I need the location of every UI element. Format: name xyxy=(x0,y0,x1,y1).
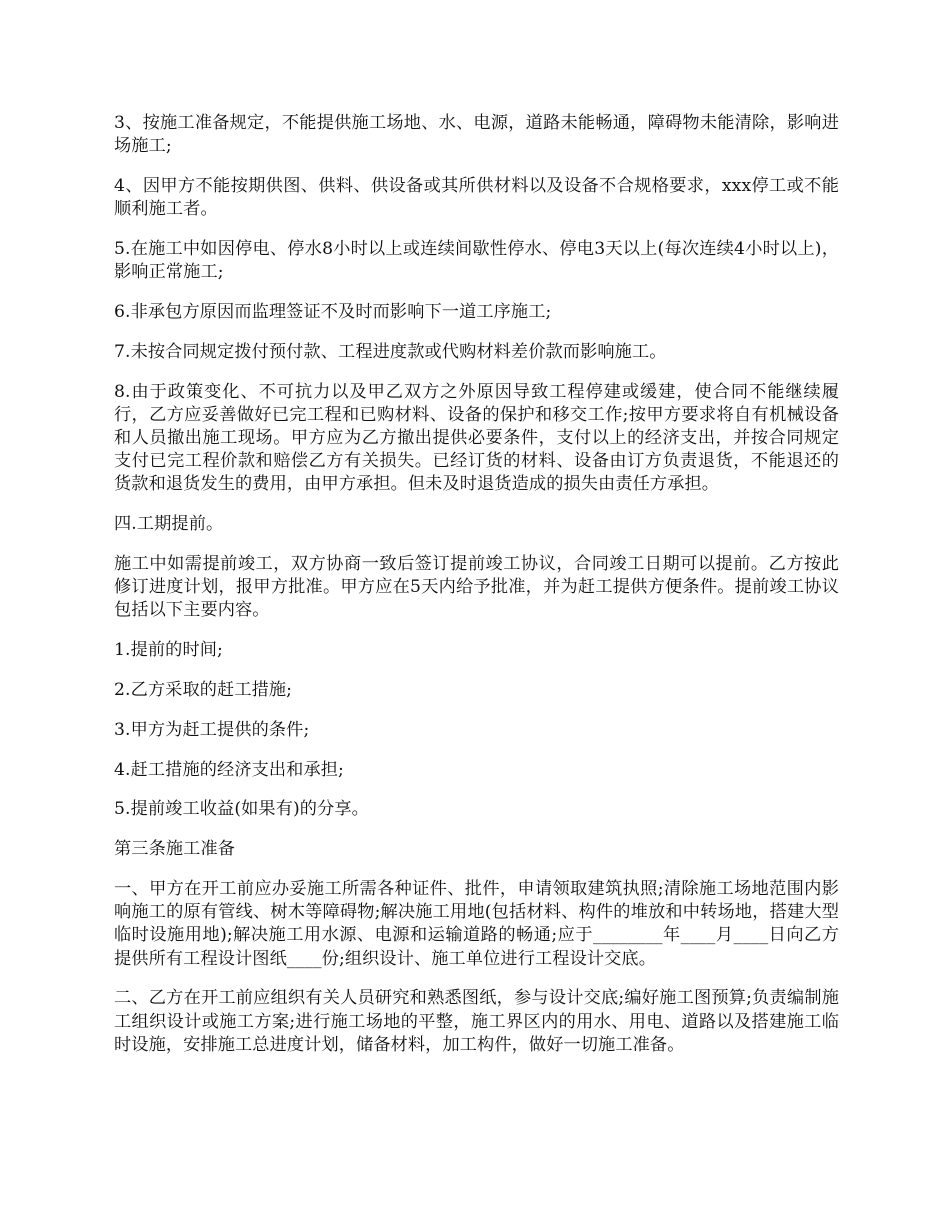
list-item-rush-conditions: 3.甲方为赶工提供的条件; xyxy=(114,719,310,740)
paragraph-clause-5: 5.在施工中如因停电、停水8小时以上或连续间歇性停水、停电3天以上(每次连续4小时以上)，影响正常施工; xyxy=(114,239,839,283)
article-heading-construction-prep: 第三条施工准备 xyxy=(114,839,236,860)
paragraph-clause-4: 4、因甲方不能按期供图、供料、供设备或其所供材料以及设备不合规格要求，xxx停工或不能顺利施工者。 xyxy=(114,176,839,220)
paragraph-party-b-prep: 二、乙方在开工前应组织有关人员研究和熟悉图纸，参与设计交底;编好施工图预算;负责编制施工组织设计或施工方案;进行施工场地的平整，施工界区内的用水、用电、道路以及搭建施工临时设施，安排施工总进度计划，储备材料，加工构件，做好一切施工准备。 xyxy=(114,988,839,1055)
paragraph-clause-6: 6.非承包方原因而监理签证不及时而影响下一道工序施工; xyxy=(114,302,552,322)
list-item-benefit-sharing: 5.提前竣工收益(如果有)的分享。 xyxy=(114,799,369,820)
paragraph-clause-7: 7.未按合同规定拨付预付款、工程进度款或代购材料差价款而影响施工。 xyxy=(114,341,667,362)
list-item-rush-measures: 2.乙方采取的赶工措施; xyxy=(114,680,293,700)
list-item-rush-costs: 4.赶工措施的经济支出和承担; xyxy=(114,759,344,780)
paragraph-early-completion: 施工中如需提前竣工，双方协商一致后签订提前竣工协议，合同竣工日期可以提前。乙方按此修订进度计划，报甲方批准。甲方应在5天内给予批准，并为赶工提供方便条件。提前竣工协议包括以下主要内容。 xyxy=(114,554,839,621)
paragraph-clause-8: 8.由于政策变化、不可抗力以及甲乙双方之外原因导致工程停建或缓建，使合同不能继续履行，乙方应妥善做好已完工程和已购材料、设备的保护和移交工作;按甲方要求将自有机械设备和人员撤出施工现场。甲方应为乙方撤出提供必要条件，支付以上的经济支出，并按合同规定支付已完工程价款和赔偿乙方有关损失。已经订货的材料、设备由订方负责退货，不能退还的货款和退货发生的费用，由甲方承担。但未及时退货造成的损失由责任方承担。 xyxy=(114,381,839,495)
paragraph-party-a-prep: 一、甲方在开工前应办妥施工所需各种证件、批件，申请领取建筑执照;清除施工场地范围内影响施工的原有管线、树木等障碍物;解决施工用地(包括材料、构件的堆放和中转场地，搭建大型临时设施用地);解决施工用水源、电源和运输道路的畅通;应于________年____月____日向乙方提供所有工程设计图纸____份;组织设计、施工单位进行工程设计交底。 xyxy=(114,878,839,969)
list-item-advance-time: 1.提前的时间; xyxy=(114,640,223,661)
section-heading-early-completion: 四.工期提前。 xyxy=(114,514,224,535)
paragraph-clause-3: 3、按施工准备规定，不能提供施工场地、水、电源，道路未能畅通，障碍物未能清除，影响进场施工; xyxy=(114,113,839,157)
document-body xyxy=(114,112,839,1074)
